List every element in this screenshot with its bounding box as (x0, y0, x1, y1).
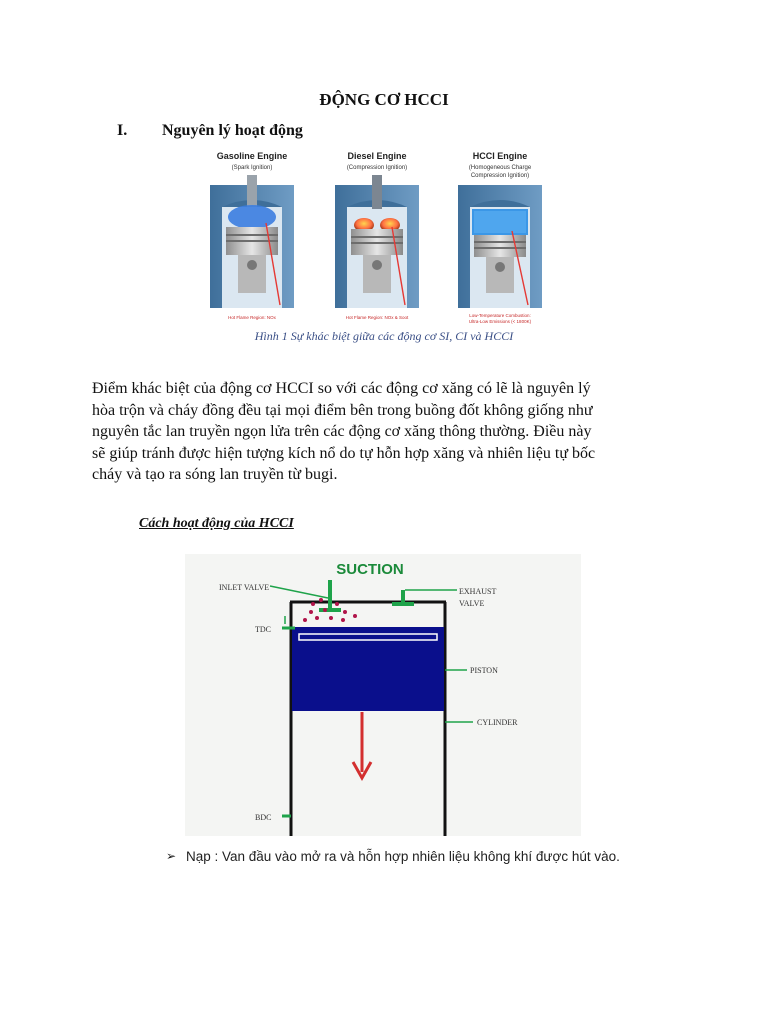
suction-stroke-figure (185, 554, 581, 836)
gasoline-engine-diagram (210, 151, 294, 320)
gasoline-engine-subtitle: (Spark Ignition) (231, 165, 273, 171)
diesel-engine-title: Diesel Engine (347, 151, 407, 161)
gasoline-engine-note: Hot Flame Region: NOx (228, 315, 276, 320)
exhaust-valve-label-line2: VALVE (459, 599, 485, 608)
inlet-valve (270, 580, 341, 610)
diesel-engine-diagram (335, 151, 419, 320)
hcci-engine-diagram (458, 151, 542, 324)
hcci-engine-subtitle-line2: Compression Ignition) (470, 173, 530, 179)
figure-caption: Hình 1 Sự khác biệt giữa các động cơ SI, CI và HCCI (254, 329, 514, 343)
subheading: Cách hoạt động của HCCI (139, 516, 294, 531)
engine-comparison-figure (200, 145, 585, 333)
spark-plug-icon (247, 175, 257, 207)
engine-comparison-illustration (200, 145, 585, 333)
hcci-engine-subtitle-line1: (Homogeneous Charge (468, 165, 532, 171)
bdc-label: BDC (255, 813, 272, 822)
gasoline-engine-title: Gasoline Engine (216, 151, 288, 161)
bullet-text: Nạp : Van đầu vào mở ra và hỗn hợp nhiên liệu không khí được hút vào. (186, 849, 620, 864)
section-number: I. (117, 122, 128, 139)
downward-arrow-icon (353, 712, 371, 778)
cylinder-label: CYLINDER (477, 718, 518, 727)
document-title: ĐỘNG CƠ HCCI (319, 90, 449, 109)
fuel-injector-icon (372, 175, 382, 209)
exhaust-valve-label-line1: EXHAUST (459, 587, 497, 596)
hcci-engine-note-line1: Low-Temperature Combustion: (469, 313, 531, 318)
section-title: Nguyên lý hoạt động (162, 122, 303, 139)
inlet-valve-label: INLET VALVE (219, 583, 270, 592)
diesel-engine-note: Hot Flame Region: NOx & Soot (345, 315, 409, 320)
suction-title: SUCTION (336, 561, 404, 578)
diesel-engine-subtitle: (Compression Ignition) (346, 165, 408, 171)
body-paragraph: Điểm khác biệt của động cơ HCCI so với các động cơ xăng có lẽ là nguyên lý hòa trộn và cháy đồng đều tại mọi điểm bên trong buồng đốt không giống như nguyên tắc lan truyền ngọn lửa trên các động cơ xăng thông thường. Điều này sẽ giúp tránh được hiện tượng kích nổ do tự hỗn hợp xăng và nhiên liệu tự bốc cháy và tạo ra sóng lan truyền từ bugi. (92, 380, 596, 483)
hcci-engine-note-line2: Ultra-Low Emissions (< 1800K) (468, 319, 532, 324)
suction-stroke-diagram (185, 554, 581, 836)
piston-label: PISTON (470, 666, 498, 675)
hcci-engine-title: HCCI Engine (472, 151, 528, 161)
tdc-label: TDC (255, 625, 271, 634)
bullet-arrow-icon: ➢ (166, 849, 177, 863)
